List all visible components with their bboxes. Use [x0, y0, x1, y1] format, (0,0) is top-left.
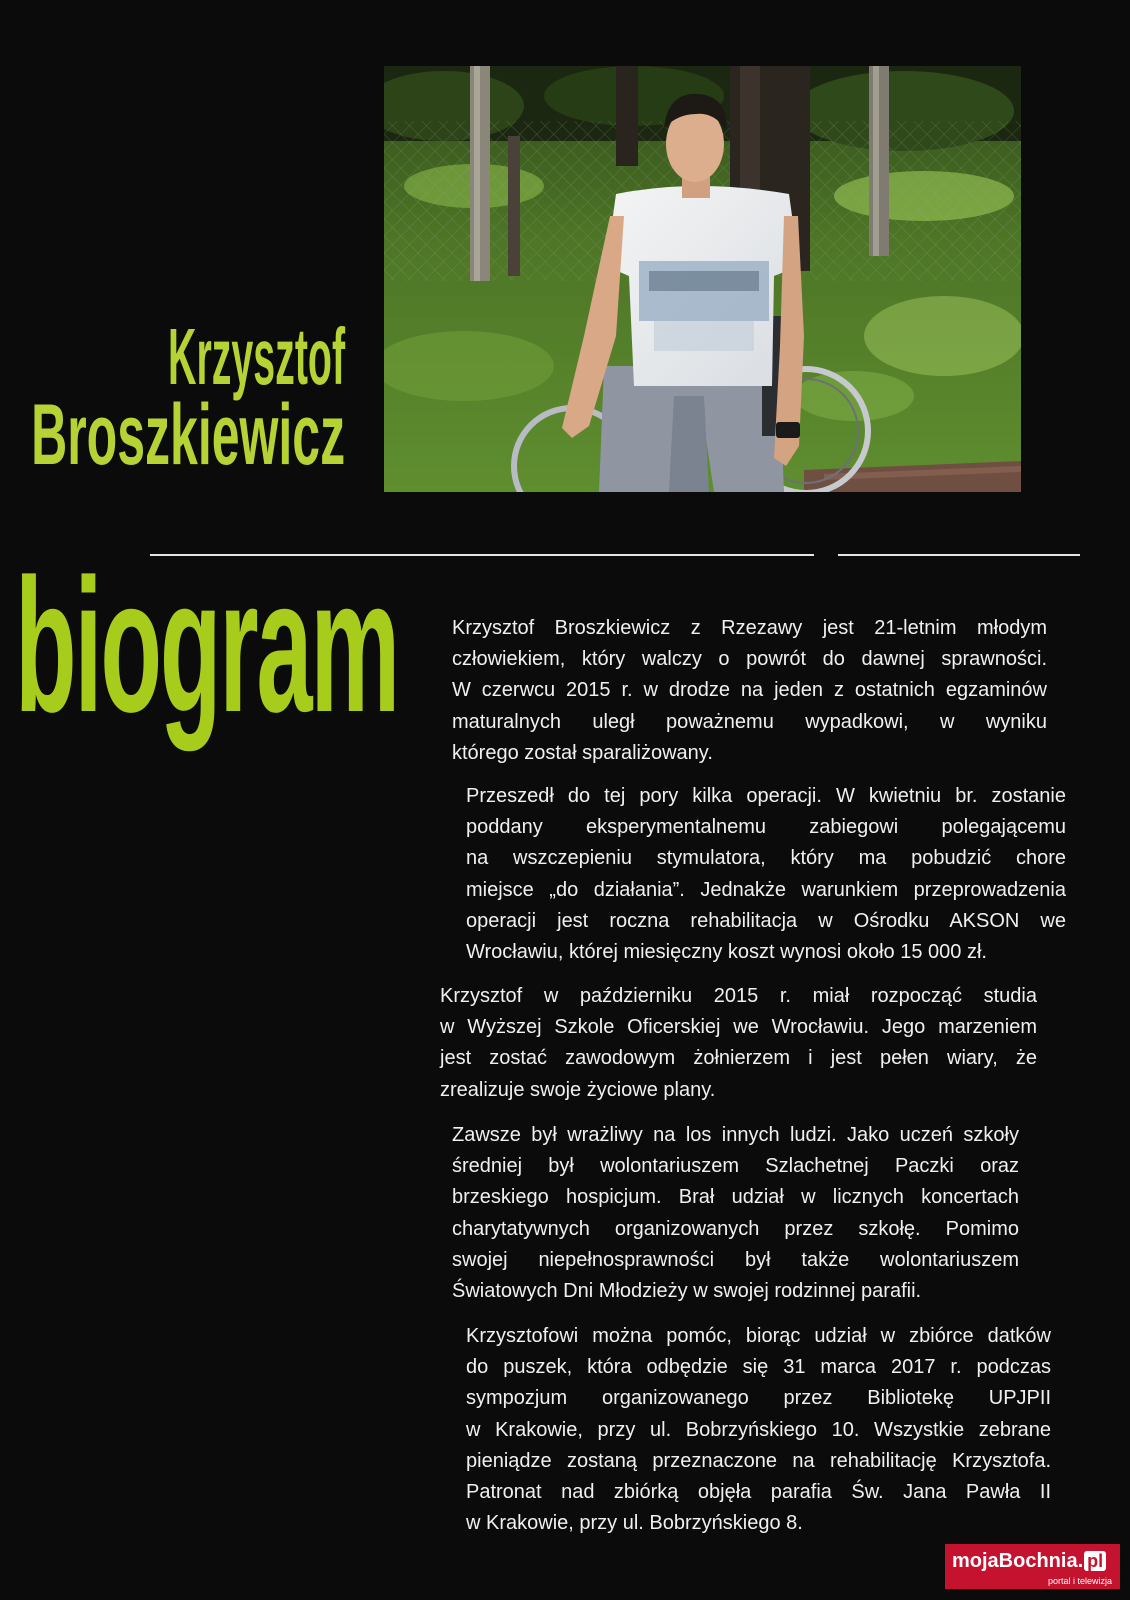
text-line: w Krakowie, przy ul. Bobrzyńskiego 10. Wszystkie zebrane — [466, 1418, 1051, 1441]
paragraph-fundraiser — [466, 1321, 1051, 1539]
text-line: Światowych Dni Młodzieży w swojej rodzinnej parafii. — [452, 1279, 922, 1302]
mojabochnia-logo — [945, 1544, 1120, 1589]
text-line: Patronat nad zbiórką objęła parafia Św. Jana Pawła II — [466, 1480, 1051, 1503]
text-line: jest zostać zawodowym żołnierzem i jest pełen wiary, że — [440, 1047, 1037, 1070]
biogram-heading: biogram — [15, 540, 398, 752]
paragraph-intro — [452, 613, 1047, 769]
portrait-photo — [384, 66, 1021, 492]
text-line: operacji jest roczna rehabilitacja w Ośrodku AKSON we — [466, 909, 1066, 932]
text-line: miejsce „do działania”. Jednakże warunkiem przeprowadzenia — [466, 878, 1066, 901]
text-line: Zawsze był wrażliwy na los innych ludzi. Jako uczeń szkoły — [452, 1124, 1019, 1146]
text-line: na wszczepieniu stymulatora, który ma pobudzić chore — [466, 847, 1066, 870]
text-line: człowiekiem, który walczy o powrót do dawnej sprawności. — [452, 648, 1047, 671]
text-line: pieniądze zostaną przeznaczone na rehabilitację Krzysztofa. — [466, 1449, 1051, 1472]
last-name: Broszkiewicz — [31, 387, 345, 483]
text-line: maturalnych uległ poważnemu wypadkowi, w wyniku — [452, 710, 1047, 733]
text-line: Krzysztofowi można pomóc, biorąc udział w zbiórce datków — [466, 1325, 1051, 1347]
logo-tagline: portal i telewizja — [1047, 1576, 1112, 1586]
text-line: Przeszedł do tej pory kilka operacji. W kwietniu br. zostanie — [466, 785, 1066, 807]
first-name: Krzysztof — [168, 312, 345, 401]
logo-name: mojaBochnia — [952, 1550, 1078, 1572]
text-line: w Krakowie, przy ul. Bobrzyńskiego 8. — [466, 1512, 803, 1535]
portrait-photo-image — [384, 66, 1021, 492]
text-line: Krzysztof Broszkiewicz z Rzezawy jest 21-letnim młodym — [452, 617, 1047, 639]
text-line: którego został sparaliżowany. — [452, 741, 713, 764]
text-line: poddany eksperymentalnemu zabiegowi polegającemu — [466, 816, 1066, 839]
paragraph-operations — [466, 781, 1066, 968]
text-line: charytatywnych organizowanych przez szkołę. Pomimo — [452, 1217, 1019, 1240]
text-line: Krzysztof w październiku 2015 r. miał rozpocząć studia — [440, 985, 1037, 1007]
text-line: swojej niepełnosprawności był także wolontariuszem — [452, 1248, 1019, 1271]
text-line: średniej był wolontariuszem Szlachetnej Paczki oraz — [452, 1155, 1019, 1178]
logo-wordmark — [952, 1549, 1113, 1573]
logo-dot: . — [1077, 1550, 1084, 1572]
text-line: brzeskiego hospicjum. Brał udział w licznych koncertach — [452, 1186, 1019, 1209]
divider-line-right — [838, 554, 1080, 556]
text-line: W czerwcu 2015 r. w drodze na jeden z ostatnich egzaminów — [452, 679, 1047, 702]
text-line: w Wyższej Szkole Oficerskiej we Wrocławiu. Jego marzeniem — [440, 1016, 1037, 1039]
text-line: Wrocławiu, której miesięczny koszt wynosi około 15 000 zł. — [466, 940, 987, 963]
text-line: zrealizuje swoje życiowe plany. — [440, 1078, 716, 1101]
text-line: do puszek, która odbędzie się 31 marca 2017 r. podczas — [466, 1356, 1051, 1379]
paragraph-studies — [440, 981, 1037, 1106]
logo-tld: pl — [1084, 1551, 1106, 1571]
paragraph-volunteering — [452, 1120, 1019, 1307]
text-line: sympozjum organizowanego przez Bibliotekę UPJPII — [466, 1387, 1051, 1410]
